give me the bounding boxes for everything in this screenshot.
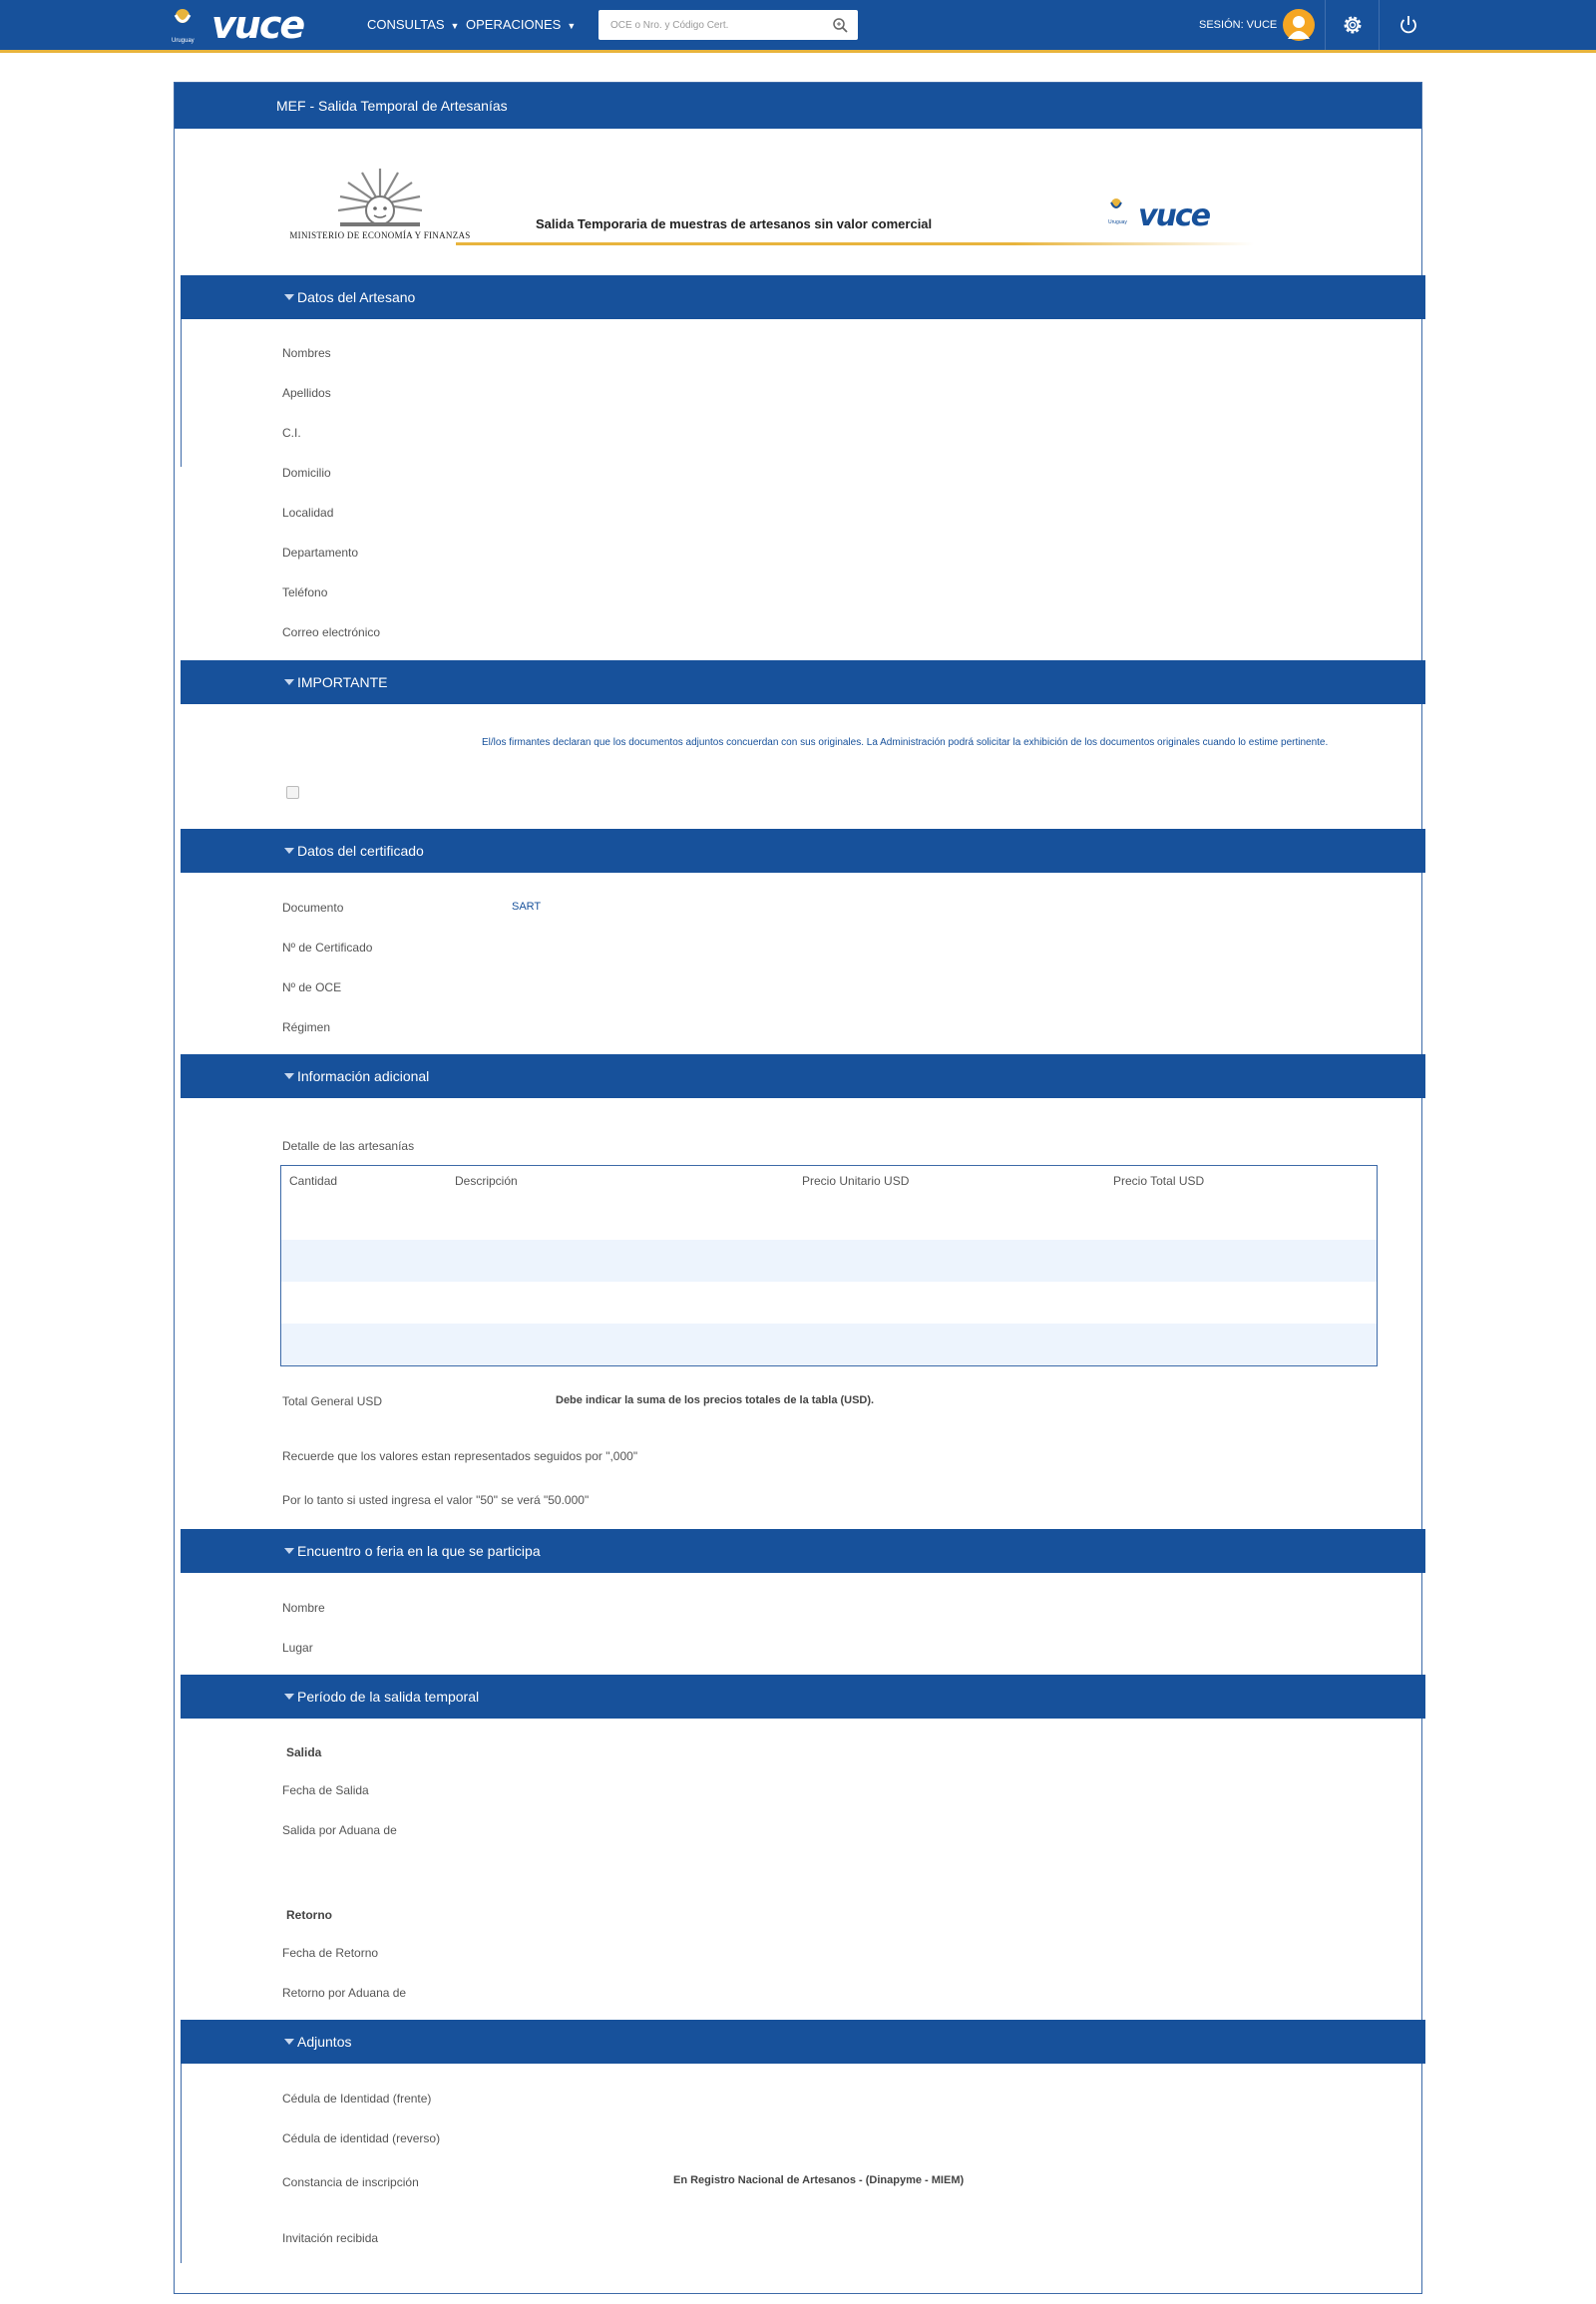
section-header-encuentro[interactable] xyxy=(181,1529,1425,1573)
nav-divider xyxy=(1379,0,1380,50)
user-avatar-icon[interactable] xyxy=(1283,9,1315,41)
field-label-correo: Correo electrónico xyxy=(282,625,381,639)
declaration-checkbox[interactable] xyxy=(286,786,299,799)
collapse-triangle-icon xyxy=(284,679,294,685)
field-label-constancia: Constancia de inscripción xyxy=(282,2175,419,2189)
retorno-heading: Retorno xyxy=(286,1908,332,1922)
field-label-fecha-salida: Fecha de Salida xyxy=(282,1783,369,1797)
banner-logo-wordmark: vuce xyxy=(1138,198,1210,233)
section-header-importante[interactable] xyxy=(181,660,1425,704)
search-input[interactable] xyxy=(598,10,842,40)
table-row[interactable] xyxy=(281,1198,1377,1240)
collapse-triangle-icon xyxy=(284,2039,294,2045)
nav-divider xyxy=(1325,0,1326,50)
form-banner xyxy=(280,155,1260,250)
search-box xyxy=(598,10,858,40)
section-header-adjuntos[interactable] xyxy=(181,2020,1425,2064)
column-header-descripcion[interactable]: Descripción xyxy=(455,1174,518,1188)
total-general-note: Debe indicar la suma de los precios totales de la tabla (USD). xyxy=(556,1394,875,1406)
gear-icon[interactable] xyxy=(1341,13,1365,37)
detalle-label: Detalle de las artesanías xyxy=(282,1139,415,1153)
field-label-nro-oce: Nº de OCE xyxy=(282,980,342,994)
search-icon[interactable] xyxy=(832,17,848,33)
collapse-triangle-icon xyxy=(284,294,294,300)
menu-operaciones-label: OPERACIONES xyxy=(466,17,562,32)
user-silhouette-icon xyxy=(1283,9,1315,41)
declaration-notice: El/los firmantes declaran que los documentos adjuntos concuerdan con sus originales. La Administración podrá solicitar la exhibición de los documentos originales cuando lo estime pertinente. xyxy=(482,737,1329,748)
uruguay-sun-emblem-icon xyxy=(172,6,194,44)
section-header-certificado[interactable] xyxy=(181,829,1425,873)
section-title: Información adicional xyxy=(297,1068,430,1084)
logo-country-text: Uruguay xyxy=(172,38,195,44)
menu-operaciones[interactable] xyxy=(466,17,576,32)
constancia-note: En Registro Nacional de Artesanos - (Dinapyme - MIEM) xyxy=(673,2174,965,2186)
chevron-down-icon: ▼ xyxy=(450,21,460,31)
documento-value: SART xyxy=(512,901,542,913)
table-row[interactable] xyxy=(281,1324,1377,1365)
field-label-apellidos: Apellidos xyxy=(282,386,331,400)
field-label-nro-certificado: Nº de Certificado xyxy=(282,941,373,955)
section-title: Encuentro o feria en la que se participa xyxy=(297,1543,541,1559)
menu-consultas-label: CONSULTAS xyxy=(367,17,445,32)
section-header-adicional[interactable] xyxy=(181,1054,1425,1098)
format-note-2: Por lo tanto si usted ingresa el valor "50" se verá "50.000" xyxy=(282,1493,590,1507)
session-label: SESIÓN: VUCE xyxy=(1199,19,1278,31)
banner-logo-country: Uruguay xyxy=(1108,219,1127,225)
column-header-cantidad[interactable]: Cantidad xyxy=(289,1174,338,1188)
ministry-sun-seal-icon xyxy=(320,165,440,230)
field-label-regimen: Régimen xyxy=(282,1020,331,1034)
field-label-lugar: Lugar xyxy=(282,1641,313,1655)
panel-title-bar xyxy=(175,83,1421,129)
banner-heading: Salida Temporaria de muestras de artesanos sin valor comercial xyxy=(536,216,933,231)
section-title: Adjuntos xyxy=(297,2034,352,2050)
section-title: IMPORTANTE xyxy=(297,674,388,690)
field-label-localidad: Localidad xyxy=(282,506,334,520)
field-label-aduana-retorno: Retorno por Aduana de xyxy=(282,1986,407,2000)
logo-wordmark: vuce xyxy=(211,3,304,47)
field-label-aduana-salida: Salida por Aduana de xyxy=(282,1823,397,1837)
power-icon[interactable] xyxy=(1396,13,1420,37)
field-label-cedula-reverso: Cédula de identidad (reverso) xyxy=(282,2131,441,2145)
column-header-precio-unitario[interactable]: Precio Unitario USD xyxy=(802,1174,910,1188)
panel-title: MEF - Salida Temporal de Artesanías xyxy=(276,98,508,114)
section-title: Datos del Artesano xyxy=(297,289,416,305)
field-label-documento: Documento xyxy=(282,901,344,915)
field-label-telefono: Teléfono xyxy=(282,585,328,599)
ministry-name: MINISTERIO DE ECONOMÍA Y FINANZAS xyxy=(289,230,471,240)
table-row[interactable] xyxy=(281,1282,1377,1324)
section-title: Datos del certificado xyxy=(297,843,424,859)
chevron-down-icon: ▼ xyxy=(567,21,577,31)
field-label-ci: C.I. xyxy=(282,426,301,440)
vuce-banner-logo xyxy=(1108,196,1228,236)
table-row[interactable] xyxy=(281,1240,1377,1282)
field-label-departamento: Departamento xyxy=(282,546,359,560)
field-label-nombre-feria: Nombre xyxy=(282,1601,325,1615)
banner-divider xyxy=(456,242,1254,245)
field-label-cedula-frente: Cédula de Identidad (frente) xyxy=(282,2092,432,2106)
collapse-triangle-icon xyxy=(284,848,294,854)
collapse-triangle-icon xyxy=(284,1694,294,1700)
top-navigation-bar xyxy=(0,0,1596,53)
field-label-fecha-retorno: Fecha de Retorno xyxy=(282,1946,379,1960)
section-header-periodo[interactable] xyxy=(181,1675,1425,1719)
section-header-artesano[interactable] xyxy=(181,275,1425,319)
uruguay-sun-emblem-icon xyxy=(1108,196,1127,225)
form-panel xyxy=(174,82,1422,2294)
menu-consultas[interactable] xyxy=(367,17,459,32)
field-label-nombres: Nombres xyxy=(282,346,331,360)
collapse-triangle-icon xyxy=(284,1548,294,1554)
field-label-invitacion: Invitación recibida xyxy=(282,2231,379,2245)
section-border xyxy=(181,2064,182,2263)
total-general-label: Total General USD xyxy=(282,1394,383,1408)
collapse-triangle-icon xyxy=(284,1073,294,1079)
section-title: Período de la salida temporal xyxy=(297,1689,480,1705)
section-border xyxy=(181,319,182,467)
field-label-domicilio: Domicilio xyxy=(282,466,331,480)
column-header-precio-total[interactable]: Precio Total USD xyxy=(1113,1174,1205,1188)
salida-heading: Salida xyxy=(286,1745,322,1759)
format-note-1: Recuerde que los valores estan representados seguidos por ",000" xyxy=(282,1449,638,1463)
artesanias-table xyxy=(280,1165,1378,1366)
